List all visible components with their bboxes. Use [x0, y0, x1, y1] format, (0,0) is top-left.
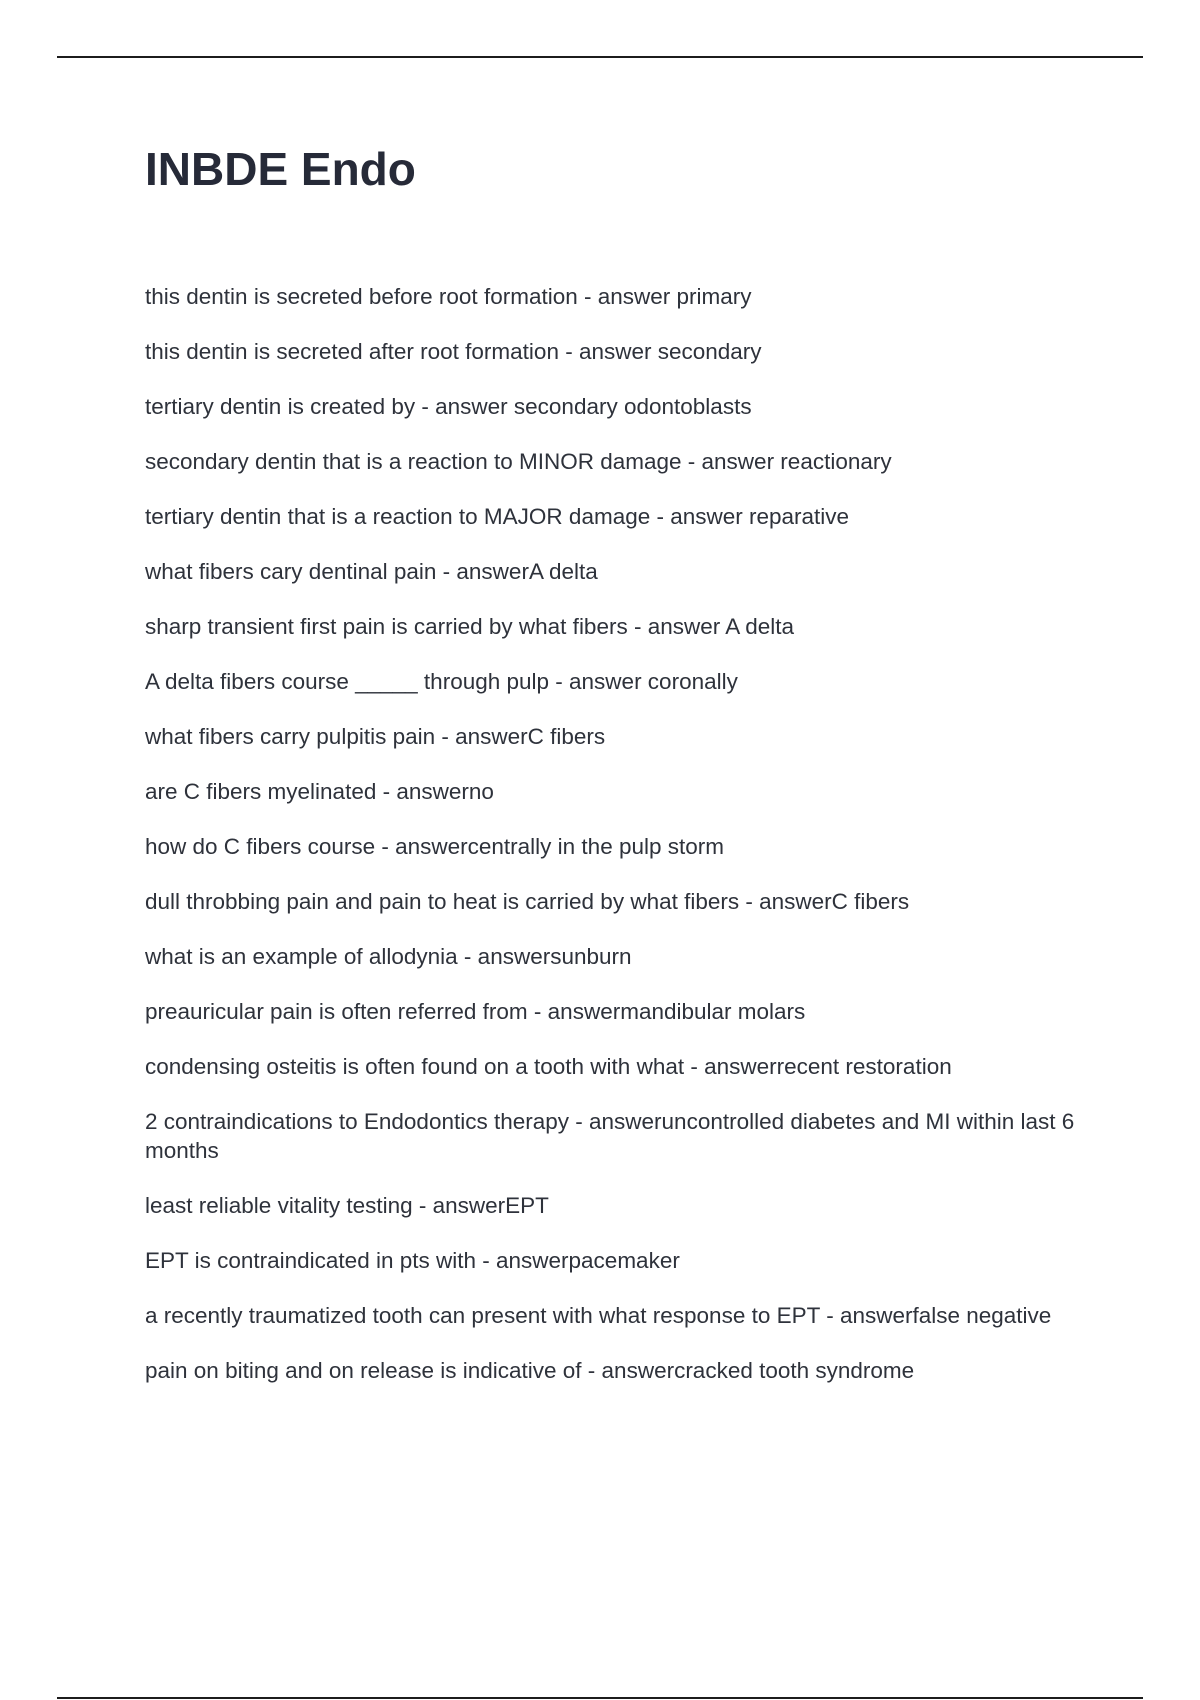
qa-item: how do C fibers course - answercentrally in the pulp storm [145, 834, 725, 859]
header-rule [57, 56, 1143, 58]
qa-item: tertiary dentin that is a reaction to MAJOR damage - answer reparative [145, 504, 850, 529]
qa-item: EPT is contraindicated in pts with - answerpacemaker [145, 1248, 680, 1273]
qa-item: 2 contraindications to Endodontics therapy - answeruncontrolled diabetes and MI within last 6 months [145, 1109, 1075, 1163]
footer-rule [57, 1697, 1143, 1699]
qa-item: A delta fibers course _____ through pulp - answer coronally [145, 669, 738, 694]
qa-item: this dentin is secreted before root formation - answer primary [145, 284, 752, 309]
page-title: INBDE Endo [145, 143, 416, 195]
qa-item: sharp transient first pain is carried by what fibers - answer A delta [145, 614, 795, 639]
qa-item: secondary dentin that is a reaction to MINOR damage - answer reactionary [145, 449, 892, 474]
qa-item: pain on biting and on release is indicative of - answercracked tooth syndrome [145, 1358, 915, 1383]
qa-item: dull throbbing pain and pain to heat is carried by what fibers - answerC fibers [145, 889, 910, 914]
qa-item: what fibers carry pulpitis pain - answerC fibers [145, 724, 606, 749]
qa-item: what is an example of allodynia - answersunburn [145, 944, 632, 969]
qa-item: tertiary dentin is created by - answer secondary odontoblasts [145, 394, 752, 419]
qa-item: preauricular pain is often referred from - answermandibular molars [145, 999, 806, 1024]
qa-item: condensing osteitis is often found on a tooth with what - answerrecent restoration [145, 1054, 952, 1079]
qa-list [145, 282, 1080, 1411]
qa-item: what fibers cary dentinal pain - answerA delta [145, 559, 598, 584]
qa-item: this dentin is secreted after root formation - answer secondary [145, 339, 762, 364]
qa-item: are C fibers myelinated - answerno [145, 779, 494, 804]
qa-item: least reliable vitality testing - answerEPT [145, 1193, 549, 1218]
qa-item: a recently traumatized tooth can present with what response to EPT - answerfalse negative [145, 1303, 1052, 1328]
